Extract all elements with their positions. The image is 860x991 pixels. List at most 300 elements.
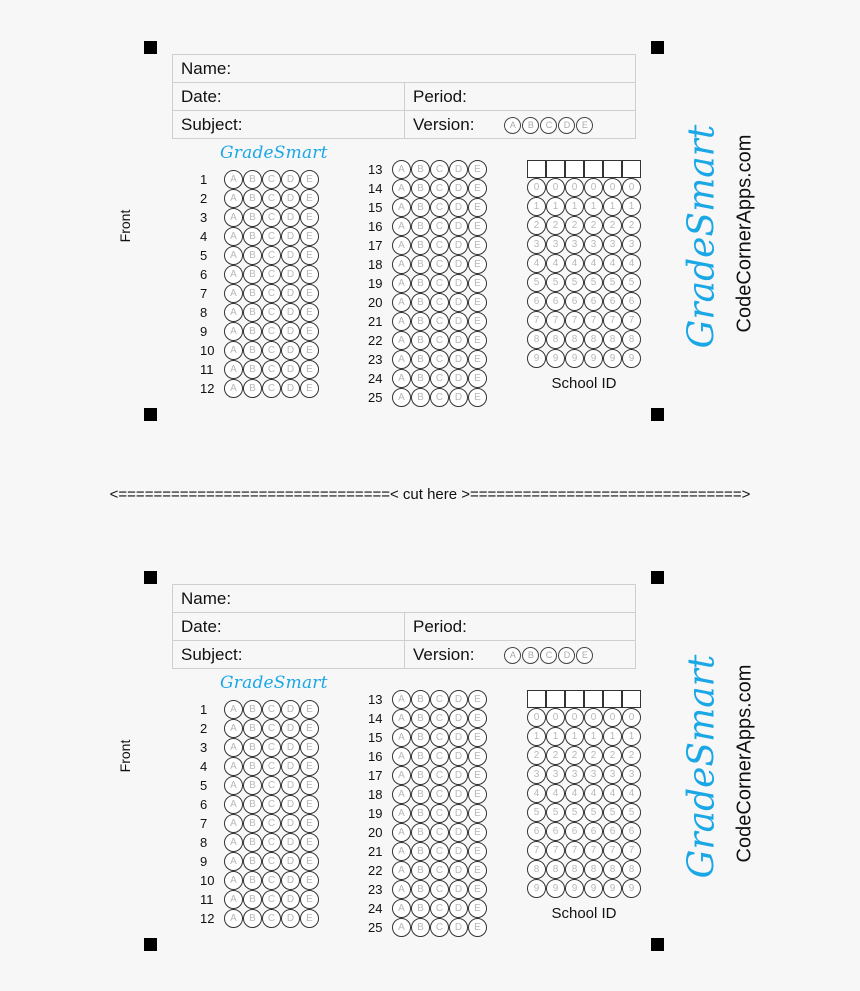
school-id-bubble[interactable]: 5 (584, 803, 603, 822)
answer-bubble[interactable]: C (430, 880, 449, 899)
school-id-bubble[interactable]: 1 (527, 727, 546, 746)
answer-bubble[interactable]: C (430, 331, 449, 350)
answer-bubble[interactable]: E (300, 379, 319, 398)
answer-bubble[interactable]: D (281, 360, 300, 379)
answer-bubble[interactable]: E (300, 700, 319, 719)
answer-bubble[interactable]: A (224, 227, 243, 246)
answer-bubble[interactable]: D (449, 880, 468, 899)
answer-bubble[interactable]: B (411, 804, 430, 823)
answer-bubble[interactable]: D (281, 284, 300, 303)
school-id-bubble[interactable]: 5 (584, 273, 603, 292)
answer-bubble[interactable]: C (430, 293, 449, 312)
answer-bubble[interactable]: D (449, 918, 468, 937)
school-id-bubble[interactable]: 3 (584, 765, 603, 784)
answer-bubble[interactable]: B (243, 852, 262, 871)
answer-bubble[interactable]: C (430, 899, 449, 918)
answer-bubble[interactable]: A (224, 700, 243, 719)
school-id-bubble[interactable]: 8 (565, 330, 584, 349)
answer-bubble[interactable]: D (281, 719, 300, 738)
answer-bubble[interactable]: C (430, 766, 449, 785)
answer-bubble[interactable]: D (449, 842, 468, 861)
answer-bubble[interactable]: A (224, 379, 243, 398)
school-id-bubble[interactable]: 8 (527, 860, 546, 879)
school-id-bubble[interactable]: 0 (622, 178, 641, 197)
school-id-bubble[interactable]: 6 (546, 822, 565, 841)
version-bubble[interactable]: D (558, 117, 575, 134)
answer-bubble[interactable]: A (392, 861, 411, 880)
school-id-bubble[interactable]: 6 (584, 292, 603, 311)
answer-bubble[interactable]: C (262, 719, 281, 738)
answer-bubble[interactable]: B (411, 160, 430, 179)
answer-bubble[interactable]: B (411, 331, 430, 350)
school-id-bubble[interactable]: 5 (603, 273, 622, 292)
answer-bubble[interactable]: E (468, 823, 487, 842)
school-id-bubble[interactable]: 4 (622, 784, 641, 803)
school-id-bubble[interactable]: 5 (546, 803, 565, 822)
school-id-bubble[interactable]: 7 (584, 311, 603, 330)
answer-bubble[interactable]: C (262, 795, 281, 814)
answer-bubble[interactable]: C (262, 833, 281, 852)
answer-bubble[interactable]: E (300, 909, 319, 928)
school-id-bubble[interactable]: 5 (565, 803, 584, 822)
answer-bubble[interactable]: B (243, 719, 262, 738)
school-id-bubble[interactable]: 7 (622, 841, 641, 860)
answer-bubble[interactable]: D (449, 179, 468, 198)
answer-bubble[interactable]: D (449, 861, 468, 880)
school-id-bubble[interactable]: 2 (527, 746, 546, 765)
subject-field[interactable] (173, 641, 405, 669)
school-id-bubble[interactable]: 3 (565, 235, 584, 254)
version-bubble[interactable]: B (522, 117, 539, 134)
answer-bubble[interactable]: C (430, 217, 449, 236)
school-id-bubble[interactable]: 6 (546, 292, 565, 311)
school-id-bubble[interactable]: 8 (546, 330, 565, 349)
answer-bubble[interactable]: A (224, 360, 243, 379)
school-id-bubble[interactable]: 7 (546, 311, 565, 330)
answer-bubble[interactable]: C (430, 236, 449, 255)
answer-bubble[interactable]: C (430, 785, 449, 804)
answer-bubble[interactable]: C (262, 871, 281, 890)
answer-bubble[interactable]: D (281, 776, 300, 795)
answer-bubble[interactable]: A (392, 823, 411, 842)
answer-bubble[interactable]: B (411, 842, 430, 861)
answer-bubble[interactable]: E (468, 331, 487, 350)
school-id-bubble[interactable]: 6 (603, 822, 622, 841)
answer-bubble[interactable]: B (411, 369, 430, 388)
answer-bubble[interactable]: B (411, 274, 430, 293)
school-id-bubble[interactable]: 5 (527, 273, 546, 292)
answer-bubble[interactable]: A (392, 804, 411, 823)
school-id-bubble[interactable]: 4 (565, 784, 584, 803)
answer-bubble[interactable]: D (281, 341, 300, 360)
answer-bubble[interactable]: A (392, 255, 411, 274)
answer-bubble[interactable]: A (392, 350, 411, 369)
answer-bubble[interactable]: B (243, 265, 262, 284)
answer-bubble[interactable]: A (224, 909, 243, 928)
answer-bubble[interactable]: E (468, 918, 487, 937)
answer-bubble[interactable]: B (243, 757, 262, 776)
answer-bubble[interactable]: C (430, 255, 449, 274)
answer-bubble[interactable]: C (262, 757, 281, 776)
school-id-bubble[interactable]: 4 (546, 254, 565, 273)
answer-bubble[interactable]: D (281, 852, 300, 871)
answer-bubble[interactable]: B (243, 909, 262, 928)
answer-bubble[interactable]: E (300, 738, 319, 757)
answer-bubble[interactable]: D (281, 814, 300, 833)
answer-bubble[interactable]: C (262, 776, 281, 795)
answer-bubble[interactable]: E (468, 255, 487, 274)
answer-bubble[interactable]: A (392, 274, 411, 293)
answer-bubble[interactable]: A (392, 160, 411, 179)
answer-bubble[interactable]: C (430, 804, 449, 823)
answer-bubble[interactable]: C (430, 388, 449, 407)
answer-bubble[interactable]: E (468, 728, 487, 747)
version-bubble[interactable]: D (558, 647, 575, 664)
answer-bubble[interactable]: C (262, 700, 281, 719)
school-id-digit-box[interactable] (603, 160, 622, 178)
school-id-bubble[interactable]: 3 (527, 765, 546, 784)
answer-bubble[interactable]: C (430, 274, 449, 293)
answer-bubble[interactable]: B (243, 700, 262, 719)
answer-bubble[interactable]: D (449, 747, 468, 766)
answer-bubble[interactable]: C (262, 852, 281, 871)
answer-bubble[interactable]: B (411, 312, 430, 331)
answer-bubble[interactable]: D (281, 700, 300, 719)
answer-bubble[interactable]: E (468, 785, 487, 804)
school-id-bubble[interactable]: 1 (546, 727, 565, 746)
answer-bubble[interactable]: A (392, 842, 411, 861)
school-id-bubble[interactable]: 0 (527, 178, 546, 197)
school-id-bubble[interactable]: 2 (546, 216, 565, 235)
school-id-bubble[interactable]: 7 (546, 841, 565, 860)
answer-bubble[interactable]: E (468, 312, 487, 331)
answer-bubble[interactable]: E (468, 899, 487, 918)
answer-bubble[interactable]: C (262, 360, 281, 379)
answer-bubble[interactable]: B (243, 170, 262, 189)
answer-bubble[interactable]: D (281, 909, 300, 928)
answer-bubble[interactable]: A (224, 189, 243, 208)
school-id-bubble[interactable]: 3 (546, 765, 565, 784)
answer-bubble[interactable]: A (224, 776, 243, 795)
answer-bubble[interactable]: D (449, 160, 468, 179)
answer-bubble[interactable]: E (300, 795, 319, 814)
answer-bubble[interactable]: A (392, 785, 411, 804)
answer-bubble[interactable]: E (468, 861, 487, 880)
answer-bubble[interactable]: B (411, 255, 430, 274)
school-id-digit-box[interactable] (527, 690, 546, 708)
answer-bubble[interactable]: E (300, 776, 319, 795)
answer-bubble[interactable]: B (243, 833, 262, 852)
answer-bubble[interactable]: D (449, 293, 468, 312)
answer-bubble[interactable]: B (411, 198, 430, 217)
answer-bubble[interactable]: B (243, 189, 262, 208)
answer-bubble[interactable]: E (468, 747, 487, 766)
school-id-bubble[interactable]: 9 (546, 349, 565, 368)
school-id-bubble[interactable]: 3 (546, 235, 565, 254)
name-field[interactable] (173, 55, 636, 83)
school-id-bubble[interactable]: 2 (584, 216, 603, 235)
school-id-bubble[interactable]: 7 (603, 311, 622, 330)
answer-bubble[interactable]: A (392, 880, 411, 899)
school-id-bubble[interactable]: 2 (565, 216, 584, 235)
school-id-bubble[interactable]: 9 (603, 879, 622, 898)
period-field[interactable] (405, 83, 636, 111)
answer-bubble[interactable]: C (262, 303, 281, 322)
answer-bubble[interactable]: E (300, 208, 319, 227)
answer-bubble[interactable]: E (300, 265, 319, 284)
answer-bubble[interactable]: A (392, 899, 411, 918)
answer-bubble[interactable]: A (224, 833, 243, 852)
answer-bubble[interactable]: C (262, 341, 281, 360)
school-id-digit-box[interactable] (622, 160, 641, 178)
answer-bubble[interactable]: E (300, 284, 319, 303)
school-id-bubble[interactable]: 6 (622, 822, 641, 841)
answer-bubble[interactable]: E (468, 350, 487, 369)
answer-bubble[interactable]: D (281, 833, 300, 852)
answer-bubble[interactable]: C (262, 170, 281, 189)
version-bubble[interactable]: B (522, 647, 539, 664)
answer-bubble[interactable]: E (300, 341, 319, 360)
school-id-bubble[interactable]: 1 (603, 197, 622, 216)
school-id-bubble[interactable]: 3 (603, 235, 622, 254)
school-id-bubble[interactable]: 5 (622, 273, 641, 292)
answer-bubble[interactable]: A (392, 236, 411, 255)
answer-bubble[interactable]: C (262, 189, 281, 208)
answer-bubble[interactable]: C (430, 709, 449, 728)
answer-bubble[interactable]: A (224, 871, 243, 890)
school-id-bubble[interactable]: 9 (565, 879, 584, 898)
school-id-bubble[interactable]: 8 (603, 330, 622, 349)
answer-bubble[interactable]: C (262, 246, 281, 265)
answer-bubble[interactable]: B (411, 823, 430, 842)
school-id-bubble[interactable]: 3 (584, 235, 603, 254)
answer-bubble[interactable]: B (243, 303, 262, 322)
school-id-digit-box[interactable] (527, 160, 546, 178)
answer-bubble[interactable]: E (300, 890, 319, 909)
school-id-bubble[interactable]: 5 (622, 803, 641, 822)
answer-bubble[interactable]: D (449, 274, 468, 293)
answer-bubble[interactable]: C (430, 690, 449, 709)
answer-bubble[interactable]: D (281, 795, 300, 814)
answer-bubble[interactable]: E (468, 880, 487, 899)
answer-bubble[interactable]: D (449, 217, 468, 236)
school-id-bubble[interactable]: 5 (546, 273, 565, 292)
school-id-bubble[interactable]: 1 (565, 197, 584, 216)
answer-bubble[interactable]: C (262, 322, 281, 341)
school-id-bubble[interactable]: 4 (603, 784, 622, 803)
answer-bubble[interactable]: B (411, 388, 430, 407)
answer-bubble[interactable]: B (411, 293, 430, 312)
answer-bubble[interactable]: C (262, 814, 281, 833)
answer-bubble[interactable]: D (449, 766, 468, 785)
answer-bubble[interactable]: B (243, 776, 262, 795)
answer-bubble[interactable]: C (430, 350, 449, 369)
school-id-bubble[interactable]: 1 (622, 197, 641, 216)
school-id-bubble[interactable]: 0 (546, 708, 565, 727)
answer-bubble[interactable]: B (243, 246, 262, 265)
answer-bubble[interactable]: A (392, 179, 411, 198)
answer-bubble[interactable]: D (281, 757, 300, 776)
answer-bubble[interactable]: D (449, 823, 468, 842)
version-bubble[interactable]: C (540, 647, 557, 664)
answer-bubble[interactable]: B (411, 709, 430, 728)
answer-bubble[interactable]: C (430, 160, 449, 179)
school-id-bubble[interactable]: 8 (622, 330, 641, 349)
school-id-bubble[interactable]: 6 (622, 292, 641, 311)
answer-bubble[interactable]: B (243, 360, 262, 379)
answer-bubble[interactable]: B (411, 690, 430, 709)
school-id-digit-box[interactable] (565, 690, 584, 708)
answer-bubble[interactable]: A (224, 719, 243, 738)
answer-bubble[interactable]: E (300, 322, 319, 341)
answer-bubble[interactable]: D (449, 728, 468, 747)
school-id-bubble[interactable]: 5 (527, 803, 546, 822)
version-bubble[interactable]: E (576, 117, 593, 134)
answer-bubble[interactable]: A (392, 918, 411, 937)
school-id-bubble[interactable]: 0 (565, 708, 584, 727)
answer-bubble[interactable]: E (468, 217, 487, 236)
answer-bubble[interactable]: D (449, 312, 468, 331)
answer-bubble[interactable]: B (411, 728, 430, 747)
answer-bubble[interactable]: A (224, 170, 243, 189)
answer-bubble[interactable]: A (224, 814, 243, 833)
school-id-bubble[interactable]: 4 (527, 254, 546, 273)
school-id-bubble[interactable]: 7 (584, 841, 603, 860)
school-id-bubble[interactable]: 5 (565, 273, 584, 292)
version-bubble[interactable]: C (540, 117, 557, 134)
answer-bubble[interactable]: C (430, 198, 449, 217)
school-id-bubble[interactable]: 9 (622, 349, 641, 368)
school-id-bubble[interactable]: 9 (527, 879, 546, 898)
school-id-bubble[interactable]: 3 (527, 235, 546, 254)
answer-bubble[interactable]: E (300, 360, 319, 379)
answer-bubble[interactable]: E (468, 179, 487, 198)
school-id-bubble[interactable]: 8 (565, 860, 584, 879)
school-id-bubble[interactable]: 5 (603, 803, 622, 822)
answer-bubble[interactable]: C (430, 728, 449, 747)
school-id-bubble[interactable]: 2 (527, 216, 546, 235)
answer-bubble[interactable]: D (449, 198, 468, 217)
answer-bubble[interactable]: E (468, 293, 487, 312)
school-id-bubble[interactable]: 0 (603, 708, 622, 727)
school-id-bubble[interactable]: 9 (622, 879, 641, 898)
answer-bubble[interactable]: E (468, 709, 487, 728)
answer-bubble[interactable]: A (224, 738, 243, 757)
school-id-bubble[interactable]: 1 (527, 197, 546, 216)
school-id-bubble[interactable]: 8 (527, 330, 546, 349)
school-id-bubble[interactable]: 2 (565, 746, 584, 765)
answer-bubble[interactable]: D (281, 265, 300, 284)
answer-bubble[interactable]: A (392, 766, 411, 785)
school-id-digit-box[interactable] (603, 690, 622, 708)
answer-bubble[interactable]: D (449, 388, 468, 407)
answer-bubble[interactable]: E (300, 871, 319, 890)
answer-bubble[interactable]: C (430, 918, 449, 937)
answer-bubble[interactable]: D (449, 350, 468, 369)
school-id-bubble[interactable]: 0 (546, 178, 565, 197)
school-id-digit-box[interactable] (565, 160, 584, 178)
school-id-bubble[interactable]: 6 (527, 292, 546, 311)
answer-bubble[interactable]: C (262, 227, 281, 246)
answer-bubble[interactable]: E (300, 227, 319, 246)
answer-bubble[interactable]: B (243, 322, 262, 341)
answer-bubble[interactable]: B (243, 814, 262, 833)
answer-bubble[interactable]: B (411, 880, 430, 899)
answer-bubble[interactable]: E (468, 160, 487, 179)
answer-bubble[interactable]: A (224, 341, 243, 360)
answer-bubble[interactable]: D (281, 227, 300, 246)
answer-bubble[interactable]: C (430, 747, 449, 766)
answer-bubble[interactable]: A (224, 795, 243, 814)
answer-bubble[interactable]: C (430, 179, 449, 198)
answer-bubble[interactable]: D (281, 322, 300, 341)
answer-bubble[interactable]: A (224, 265, 243, 284)
school-id-bubble[interactable]: 2 (622, 746, 641, 765)
answer-bubble[interactable]: D (281, 890, 300, 909)
answer-bubble[interactable]: C (262, 284, 281, 303)
answer-bubble[interactable]: B (411, 861, 430, 880)
school-id-bubble[interactable]: 3 (622, 765, 641, 784)
school-id-bubble[interactable]: 2 (603, 746, 622, 765)
school-id-bubble[interactable]: 4 (584, 254, 603, 273)
answer-bubble[interactable]: E (468, 690, 487, 709)
answer-bubble[interactable]: D (281, 246, 300, 265)
answer-bubble[interactable]: A (224, 890, 243, 909)
answer-bubble[interactable]: A (392, 388, 411, 407)
school-id-bubble[interactable]: 6 (584, 822, 603, 841)
answer-bubble[interactable]: D (449, 255, 468, 274)
answer-bubble[interactable]: B (243, 890, 262, 909)
answer-bubble[interactable]: D (449, 804, 468, 823)
answer-bubble[interactable]: A (392, 312, 411, 331)
answer-bubble[interactable]: C (430, 369, 449, 388)
school-id-bubble[interactable]: 4 (546, 784, 565, 803)
school-id-bubble[interactable]: 7 (565, 841, 584, 860)
answer-bubble[interactable]: D (281, 170, 300, 189)
school-id-bubble[interactable]: 0 (584, 708, 603, 727)
answer-bubble[interactable]: B (411, 918, 430, 937)
school-id-bubble[interactable]: 7 (622, 311, 641, 330)
answer-bubble[interactable]: C (430, 842, 449, 861)
school-id-bubble[interactable]: 7 (603, 841, 622, 860)
answer-bubble[interactable]: B (243, 227, 262, 246)
answer-bubble[interactable]: A (224, 852, 243, 871)
answer-bubble[interactable]: E (468, 236, 487, 255)
school-id-bubble[interactable]: 6 (527, 822, 546, 841)
school-id-bubble[interactable]: 4 (584, 784, 603, 803)
answer-bubble[interactable]: A (392, 728, 411, 747)
answer-bubble[interactable]: B (243, 871, 262, 890)
answer-bubble[interactable]: B (411, 766, 430, 785)
answer-bubble[interactable]: D (281, 189, 300, 208)
school-id-bubble[interactable]: 8 (622, 860, 641, 879)
version-bubble[interactable]: E (576, 647, 593, 664)
answer-bubble[interactable]: C (262, 909, 281, 928)
school-id-bubble[interactable]: 0 (527, 708, 546, 727)
answer-bubble[interactable]: A (392, 747, 411, 766)
school-id-bubble[interactable]: 8 (584, 860, 603, 879)
answer-bubble[interactable]: D (281, 379, 300, 398)
answer-bubble[interactable]: C (262, 208, 281, 227)
answer-bubble[interactable]: E (300, 833, 319, 852)
school-id-bubble[interactable]: 8 (603, 860, 622, 879)
school-id-digit-box[interactable] (584, 690, 603, 708)
answer-bubble[interactable]: D (281, 738, 300, 757)
answer-bubble[interactable]: D (449, 709, 468, 728)
answer-bubble[interactable]: D (449, 690, 468, 709)
subject-field[interactable] (173, 111, 405, 139)
school-id-bubble[interactable]: 2 (622, 216, 641, 235)
